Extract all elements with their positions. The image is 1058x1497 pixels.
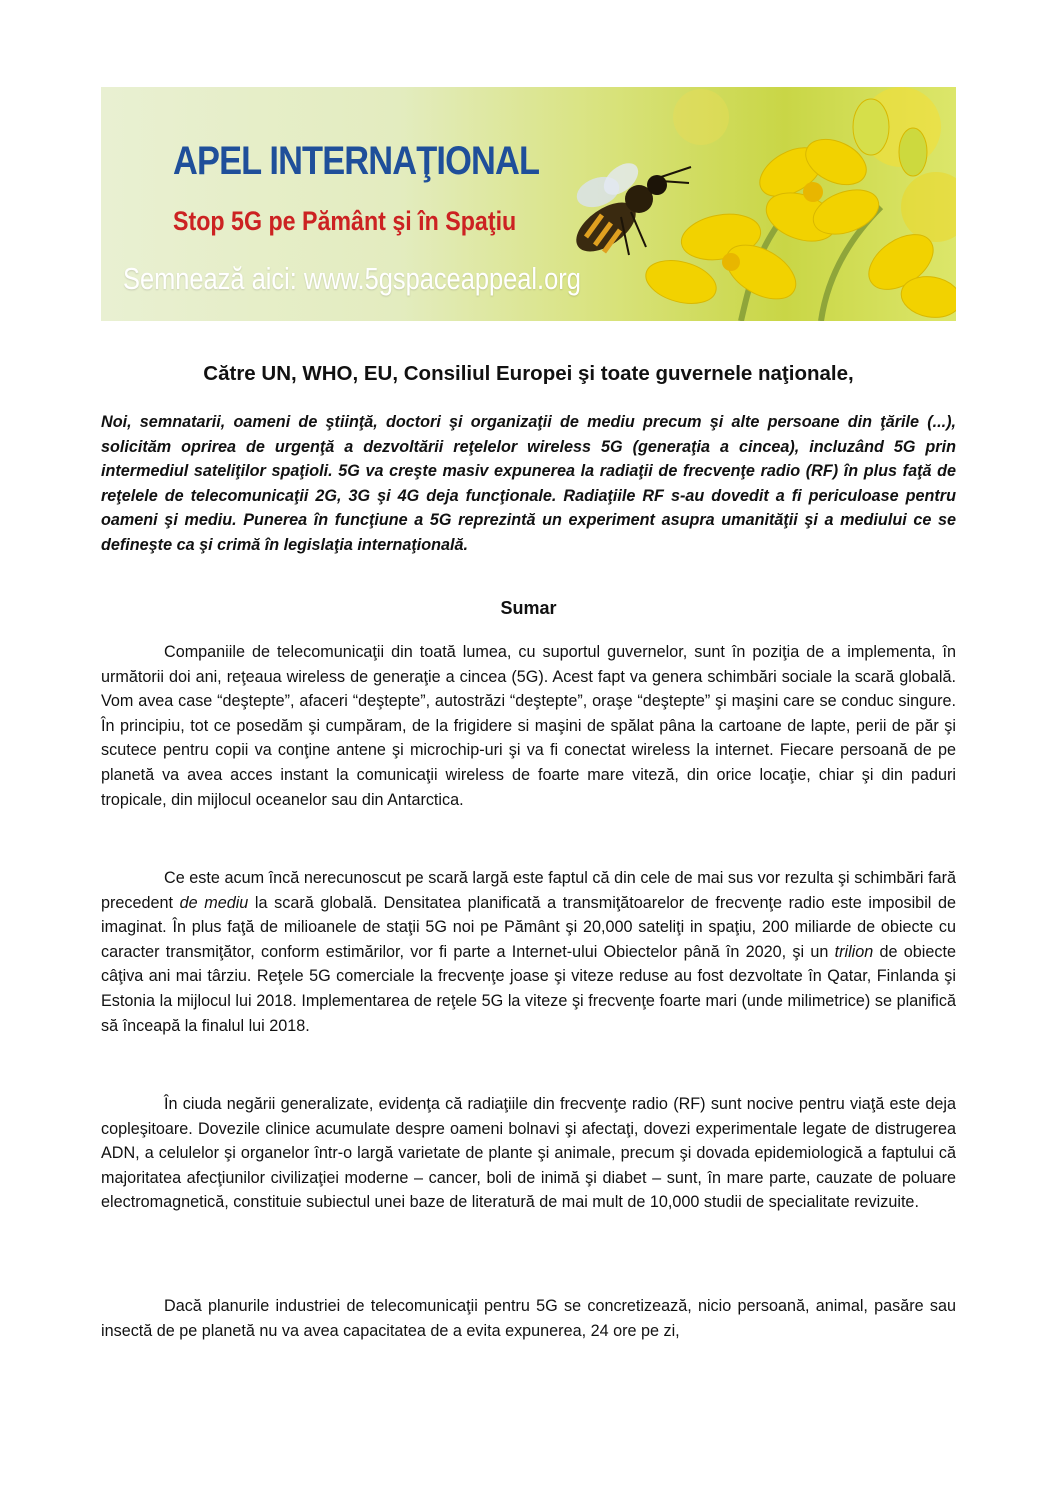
paragraph-2-text-c: de obiecte câţiva ani mai târziu. Reţele 5G comerciale la frecvenţe joase şi viteze reduse au fost dezvoltate în Qatar, Finlanda şi Estonia la mijlocul lui 2018. Implementarea de reţele 5G la viteze şi frecvenţe foarte mari (unde milimetrice) se planifică să înceapă la finalul lui 2018. — [101, 942, 957, 1035]
paragraph-2 — [101, 866, 956, 1038]
paragraph-3: În ciuda negării generalizate, evidenţa că radiaţiile din frecvenţe radio (RF) sunt nocive pentru viaţă este deja copleşitoare. Dovezile clinice acumulate despre oameni bolnavi şi afectaţi, dovezi experimentale legate de distrugerea ADN, a celulelor şi organelor într-o largă varietate de plante şi animale, precum şi dovada epidemiologică a faptului că majoritatea afecţiunilor civilizaţiei moderne – cancer, boli de inimă şi diabet – sunt, în mare parte, cauzate de poluare electromagnetică, constituie subiectul unei baze de literatură de mai mult de 10,000 studii de specialitate revizuite. — [101, 1095, 956, 1212]
banner-subtitle: Stop 5G pe Pământ şi în Spaţiu — [173, 206, 517, 236]
paragraph-2-text-b: la scară globală. Densitatea planificată a transmiţătoarelor de frecvenţe radio este imposibil de imaginat. În plus faţă de milioanele de staţii 5G noi pe Pământ şi 20,000 sateliţi in spaţiu, 200 miliarde de obiecte cu caracter transmiţător, conform estimărilor, vor fi parte a Internet-ului Obiectelor până în 2020, şi un — [101, 893, 956, 961]
paragraph-4: Dacă planurile industriei de telecomunicaţii pentru 5G se concretizează, nicio persoană, animal, pasăre sau insectă de pe planetă nu va avea capacitatea de a evita expunerea, 24 ore pe zi, — [101, 1297, 956, 1340]
banner-title: APEL INTERNAŢIONAL — [173, 139, 540, 183]
campaign-banner — [101, 87, 956, 321]
paragraph-1: Companiile de telecomunicaţii din toată lumea, cu suportul guvernelor, sunt în poziţia de a implementa, în următorii doi ani, reţeaua wireless de generaţie a cincea (5G). Acest fapt va genera schimbări sociale la scară globală. Vom avea case “deştepte”, afaceri “deştepte”, autostrăzi “deştepte”, oraşe “deştepte” şi maşini care se conduc singure. În principiu, tot ce posedăm şi cumpăram, de la frigidere si maşini de spălat pâna la cartoane de lapte, perii de păr şi scutece pentru copii va conţine antene şi microchip-uri şi va fi conectat wireless la internet. Fiecare persoană de pe planetă va avea acces instant la comunicaţii wireless de foarte mare viteză, din orice locaţie, chiar şi din paduri tropicale, din mijlocul oceanelor sau din Antarctica. — [101, 643, 956, 809]
intro-paragraph: Noi, semnatarii, oameni de ştiinţă, doctori şi organizaţii de mediu precum şi alte persoane din ţările (...), solicităm oprirea de urgenţă a dezvoltării reţelelor wireless 5G (generaţia a cincea), incluzând 5G prin intermediul sateliţilor spaţioli. 5G va creşte masiv expunerea la radiaţii de frecvenţe radio (RF) în plus faţă de reţelele de telecomunicaţii 2G, 3G şi 4G deja funcţionale. Radiaţiile RF s-au dovedit a fi periculoase pentru oameni şi mediu. Punerea în funcţiune a 5G reprezintă un experiment asupra umanităţii şi a mediului ce se defineşte ca şi crimă în legislaţia internaţională. — [101, 413, 956, 554]
paragraph-2-text-a: Ce este acum încă nerecunoscut pe scară largă este faptul că din cele de mai sus vor rezulta şi schimbări fară precedent — [101, 869, 956, 912]
letter-heading: Către UN, WHO, EU, Consiliul Europei şi toate guvernele naţionale, — [203, 362, 854, 385]
bee-icon — [568, 157, 691, 261]
banner-sign-link[interactable]: Semnează aici: www.5gspaceappeal.org — [123, 261, 581, 296]
summary-title: Sumar — [500, 598, 557, 618]
paragraph-2-emphasis-1: de mediu — [179, 893, 249, 912]
paragraph-2-emphasis-2: trilion — [834, 942, 874, 961]
